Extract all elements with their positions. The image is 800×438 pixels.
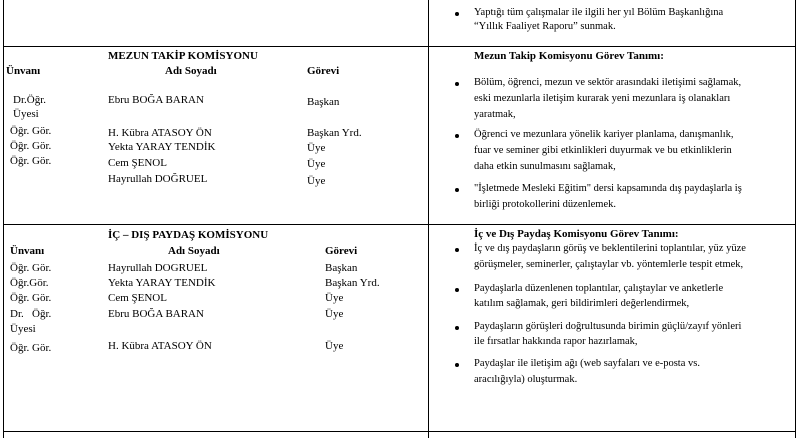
bullet-icon [455,248,459,252]
committee-title: MEZUN TAKİP KOMİSYONU [108,50,258,62]
member-unvan: Üyesi [10,323,36,335]
committee-title: İÇ – DIŞ PAYDAŞ KOMİSYONU [108,229,269,241]
duty-line: katılım sağlamak, geri bildirimleri değerlendirmek, [474,298,690,309]
member-name: H. Kübra ATASOY ÖN [108,340,212,352]
table-border-row2 [3,224,796,225]
bullet-icon [455,82,459,86]
member-name: H. Kübra ATASOY ÖN [108,127,212,139]
member-unvan: Üyesi [13,108,39,120]
duty-line: İç ve dış paydaşların görüş ve beklentilerini toplantılar, yüz yüze [474,243,746,254]
table-border-row1 [3,46,796,47]
member-unvan: Öğr.Gör. [10,277,49,289]
duty-line: Paydaşlarla düzenlenen toplantılar, çalıştaylar ve anketlerle [474,283,724,294]
duty-line: aracılığıyla) oluşturmak. [474,374,578,385]
header-unvan: Ünvanı [6,65,41,77]
table-border-bottom [3,431,796,432]
member-role: Üye [325,340,344,352]
duty-line: Paydaşların görüşleri doğrultusunda birimin güçlü/zayıf yönleri [474,321,742,332]
duty-title: Mezun Takip Komisyonu Görev Tanımı: [474,50,664,62]
member-role: Üye [307,175,326,187]
member-unvan: Dr. Öğr. [10,308,52,320]
member-unvan: Öğr. Gör. [10,140,52,152]
duty-line: birliği protokollerini düzenlemek. [474,199,617,210]
header-ad-soyadi: Adı Soyadı [165,65,217,77]
bullet-icon [455,12,459,16]
member-name: Hayrullah DOGRUEL [108,262,208,274]
duty-line: "İşletmede Mesleki Eğitim" dersi kapsamında dış paydaşlarla iş [474,183,742,194]
member-unvan: Öğr. Gör. [10,125,52,137]
table-border-left [3,0,4,438]
member-role: Üye [325,308,344,320]
member-name: Yekta YARAY TENDİK [108,277,216,289]
member-name: Yekta YARAY TENDİK [108,141,216,153]
bullet-icon [455,363,459,367]
member-name: Ebru BOĞA BARAN [108,94,204,106]
header-ad-soyadi: Adı Soyadı [168,245,220,257]
duty-line: fuar ve seminer gibi etkinlikleri duyurmak ve bu etkinliklerin [474,145,732,156]
duty-line: ile fırsatlar hakkında rapor hazırlamak, [474,336,638,347]
member-unvan: Öğr. Gör. [10,292,52,304]
bullet-icon [455,288,459,292]
bullet-icon [455,134,459,138]
header-gorevi: Görevi [307,65,340,77]
member-name: Ebru BOĞA BARAN [108,308,204,320]
member-role: Üye [307,158,326,170]
member-name: Hayrullah DOĞRUEL [108,173,208,185]
member-unvan: Öğr. Gör. [10,155,52,167]
member-role: Başkan Yrd. [325,277,380,289]
bullet-icon [455,326,459,330]
member-role: Başkan Yrd. [307,127,362,139]
table-border-middle [428,0,429,438]
duty-line: Bölüm, öğrenci, mezun ve sektör arasındaki iletişimi sağlamak, [474,77,742,88]
member-unvan: Dr.Öğr. [13,94,46,106]
duty-line: Paydaşlar ile iletişim ağı (web sayfaları ve e-posta vs. [474,358,700,369]
member-unvan: Öğr. Gör. [10,342,52,354]
duty-line: görüşmeler, seminerler, çalıştaylar vb. yöntemlerle tespit etmek, [474,259,744,270]
bullet-icon [455,188,459,192]
duty-line: Öğrenci ve mezunlara yönelik kariyer planlama, danışmanlık, [474,129,734,140]
duty-line: eski mezunlarla iletişim kurarak yeni mezunlara iş olanakları [474,93,731,104]
member-role: Üye [325,292,344,304]
header-unvan: Ünvanı [10,245,45,257]
member-name: Cem ŞENOL [108,157,167,169]
top-duty-line: “Yıllık Faaliyet Raporu” sunmak. [474,21,616,32]
table-border-right [795,0,796,438]
member-role: Başkan [325,262,358,274]
header-gorevi: Görevi [325,245,358,257]
duty-line: daha etkin sunulmasını sağlamak, [474,161,616,172]
duty-title: İç ve Dış Paydaş Komisyonu Görev Tanımı: [474,228,679,240]
member-name: Cem ŞENOL [108,292,167,304]
member-unvan: Öğr. Gör. [10,262,52,274]
member-role: Üye [307,142,326,154]
top-duty-line: Yaptığı tüm çalışmalar ile ilgili her yıl Bölüm Başkanlığına [474,7,724,18]
duty-line: yaratmak, [474,109,516,120]
member-role: Başkan [307,96,340,108]
